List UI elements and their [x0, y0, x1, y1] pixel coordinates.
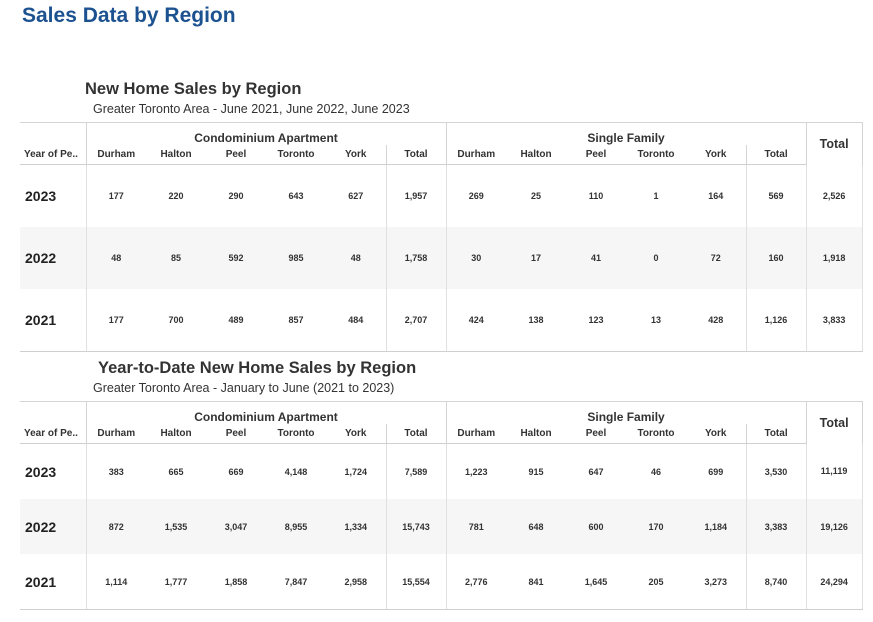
cell: 484	[326, 289, 386, 352]
table-row[interactable]	[20, 289, 862, 352]
cell: 17	[506, 227, 566, 289]
cell: 15,743	[386, 499, 446, 554]
col-header[interactable]: Halton	[506, 145, 566, 165]
monthly-sales-table	[20, 122, 863, 352]
grand-total-header: Total	[806, 402, 862, 444]
cell: 7,589	[386, 444, 446, 500]
cell: 489	[206, 289, 266, 352]
cell: 2,776	[446, 554, 506, 610]
row-year: 2023	[25, 188, 57, 204]
corner-cell	[20, 402, 86, 425]
table-row[interactable]	[20, 227, 862, 289]
cell: 7,847	[266, 554, 326, 610]
cell: 220	[168, 191, 184, 201]
cell: 30	[446, 227, 506, 289]
cell: 8,740	[746, 554, 806, 610]
page-title: Sales Data by Region	[22, 4, 236, 27]
cell: 123	[566, 289, 626, 352]
grand-total-cell: 11,119	[806, 444, 862, 500]
row-year: 2022	[20, 499, 86, 554]
cell: 915	[528, 466, 544, 477]
cell: 0	[626, 227, 686, 289]
cell: 643	[288, 191, 304, 201]
grand-total-cell: 3,833	[806, 289, 862, 352]
col-header[interactable]: Durham	[446, 145, 506, 165]
group-header-condominium: Condominium Apartment	[86, 123, 446, 146]
cell: 1,724	[344, 466, 368, 477]
col-header[interactable]: Peel	[566, 424, 626, 444]
grand-total-cell: 19,126	[806, 499, 862, 554]
col-header[interactable]: Durham	[86, 145, 146, 165]
cell: 269	[446, 165, 506, 228]
col-header[interactable]: York	[326, 145, 386, 165]
section-title-ytd: Year-to-Date New Home Sales by Region	[98, 359, 417, 377]
col-header[interactable]: Toronto	[626, 424, 686, 444]
cell: 383	[86, 444, 146, 500]
row-header-year[interactable]: Year of Pe..	[20, 145, 86, 165]
cell: 872	[86, 499, 146, 554]
cell: 665	[168, 466, 184, 477]
cell: 177	[86, 165, 146, 228]
col-header[interactable]: York	[326, 424, 386, 444]
col-header[interactable]: Peel	[206, 145, 266, 165]
cell: 3,047	[206, 499, 266, 554]
cell: 1,858	[206, 554, 266, 610]
row-year: 2021	[20, 289, 86, 352]
cell: 205	[626, 554, 686, 610]
row-header-year[interactable]: Year of Pe..	[20, 424, 86, 444]
cell: 110	[588, 191, 604, 201]
section-subtitle-ytd: Greater Toronto Area - January to June (2021 to 2023)	[93, 381, 395, 395]
cell: 1,114	[86, 554, 146, 610]
section-title-monthly: New Home Sales by Region	[85, 80, 302, 98]
cell: 627	[348, 191, 364, 201]
grand-total-header: Total	[806, 123, 862, 165]
cell: 13	[626, 289, 686, 352]
cell: 72	[686, 227, 746, 289]
row-year: 2021	[20, 554, 86, 610]
cell: 48	[326, 227, 386, 289]
corner-cell	[20, 123, 86, 146]
col-header[interactable]: York	[686, 424, 746, 444]
cell: 592	[206, 227, 266, 289]
cell: 3,383	[746, 499, 806, 554]
cell: 46	[650, 466, 661, 477]
col-header[interactable]: Toronto	[266, 145, 326, 165]
cell: 669	[228, 466, 244, 477]
cell: 25	[530, 191, 541, 201]
cell: 138	[506, 289, 566, 352]
cell: 177	[86, 289, 146, 352]
cell: 15,554	[386, 554, 446, 610]
cell: 1,223	[446, 444, 506, 500]
col-header[interactable]: Durham	[86, 424, 146, 444]
group-header-condominium: Condominium Apartment	[86, 402, 446, 425]
col-header[interactable]: Toronto	[626, 145, 686, 165]
cell: 164	[708, 191, 724, 201]
cell: 8,955	[266, 499, 326, 554]
col-header[interactable]: Durham	[446, 424, 506, 444]
cell: 85	[146, 227, 206, 289]
cell: 781	[446, 499, 506, 554]
cell: 1,535	[146, 499, 206, 554]
cell: 170	[626, 499, 686, 554]
cell: 48	[86, 227, 146, 289]
group-header-single-family: Single Family	[446, 123, 806, 146]
grand-total-cell: 1,918	[806, 227, 862, 289]
cell: 600	[566, 499, 626, 554]
cell: 1,758	[386, 227, 446, 289]
grand-total-cell: 24,294	[806, 554, 862, 610]
ytd-sales-table	[20, 401, 863, 610]
cell: 1,645	[566, 554, 626, 610]
cell: 648	[506, 499, 566, 554]
cell: 841	[506, 554, 566, 610]
cell: 1,126	[746, 289, 806, 352]
cell: 1	[653, 191, 659, 201]
col-header[interactable]: Peel	[206, 424, 266, 444]
col-header[interactable]: Halton	[146, 424, 206, 444]
cell: 1,957	[386, 165, 446, 228]
cell: 985	[266, 227, 326, 289]
cell: 1,334	[326, 499, 386, 554]
group-header-single-family: Single Family	[446, 402, 806, 425]
cell: 41	[566, 227, 626, 289]
cell: 160	[746, 227, 806, 289]
cell: 3,530	[746, 444, 806, 500]
cell: 569	[746, 165, 806, 228]
col-header[interactable]: Halton	[146, 145, 206, 165]
row-year: 2022	[20, 227, 86, 289]
cell: 1,184	[686, 499, 746, 554]
col-header[interactable]: Total	[386, 145, 446, 165]
cell: 290	[228, 191, 244, 201]
table-row[interactable]	[20, 499, 862, 554]
cell: 647	[588, 466, 604, 477]
section-subtitle-monthly: Greater Toronto Area - June 2021, June 2022, June 2023	[93, 102, 410, 116]
table-row[interactable]	[20, 165, 862, 228]
col-header[interactable]: Peel	[566, 145, 626, 165]
col-header[interactable]: Halton	[506, 424, 566, 444]
cell: 4,148	[284, 466, 308, 477]
col-header[interactable]: Total	[386, 424, 446, 444]
cell: 699	[708, 466, 724, 477]
table-row[interactable]	[20, 444, 862, 500]
col-header[interactable]: Toronto	[266, 424, 326, 444]
col-header[interactable]: Total	[746, 145, 806, 165]
row-year: 2023	[25, 463, 57, 480]
grand-total-cell: 2,526	[806, 165, 862, 228]
col-header[interactable]: York	[686, 145, 746, 165]
cell: 700	[146, 289, 206, 352]
cell: 2,958	[326, 554, 386, 610]
cell: 2,707	[386, 289, 446, 352]
table-row[interactable]	[20, 554, 862, 610]
cell: 428	[686, 289, 746, 352]
cell: 3,273	[686, 554, 746, 610]
cell: 857	[266, 289, 326, 352]
cell: 424	[446, 289, 506, 352]
col-header[interactable]: Total	[746, 424, 806, 444]
cell: 1,777	[146, 554, 206, 610]
